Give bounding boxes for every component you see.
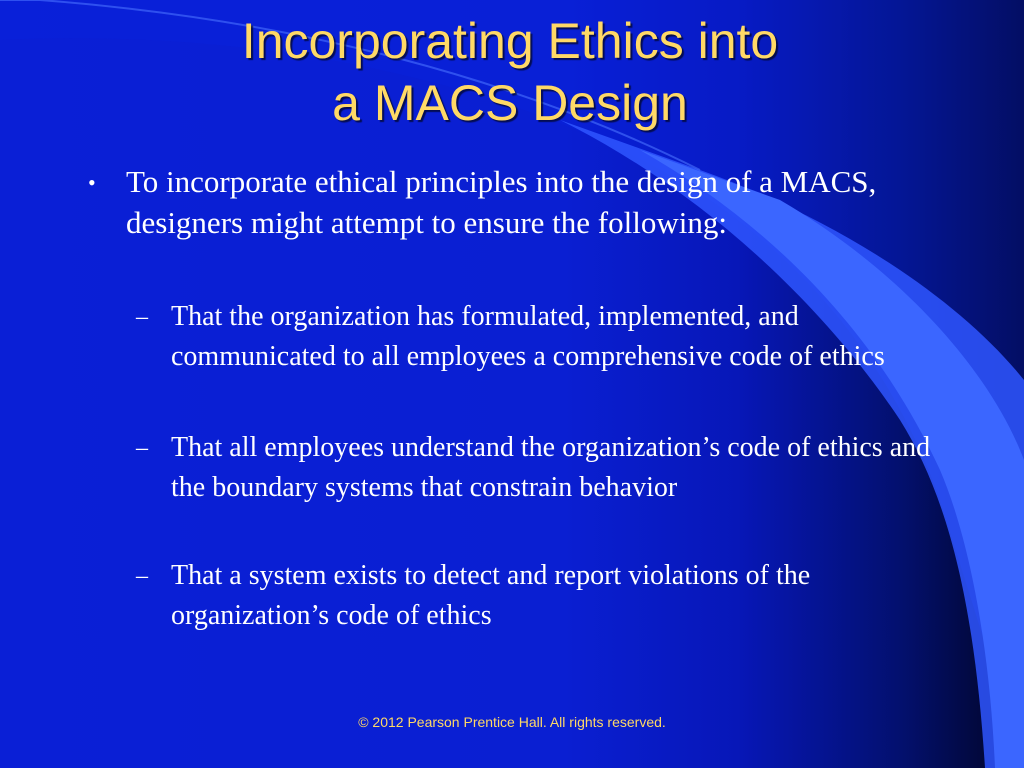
sub-bullet-dash-1: – xyxy=(136,304,148,330)
bullet-marker: • xyxy=(88,170,96,195)
sub-bullet-dash-2: – xyxy=(136,435,148,461)
sub-bullet-dash-3: – xyxy=(136,563,148,589)
main-bullet-text: To incorporate ethical principles into the design of a MACS, designers might attempt to ensure the following: xyxy=(126,164,877,240)
copyright-footer: © 2012 Pearson Prentice Hall. All rights reserved. xyxy=(358,714,666,730)
slide-title-line-1: Incorporating Ethics into xyxy=(241,13,779,69)
sub-bullet-3: That a system exists to detect and report violations of the organization’s code of ethics xyxy=(171,560,811,631)
sub-bullet-1: That the organization has formulated, implemented, and communicated to all employees a comprehensive code of ethics xyxy=(171,301,885,372)
slide-title-line-2: a MACS Design xyxy=(332,75,688,131)
sub-bullet-2: That all employees understand the organization’s code of ethics and the boundary systems that constrain behavior xyxy=(171,432,931,503)
